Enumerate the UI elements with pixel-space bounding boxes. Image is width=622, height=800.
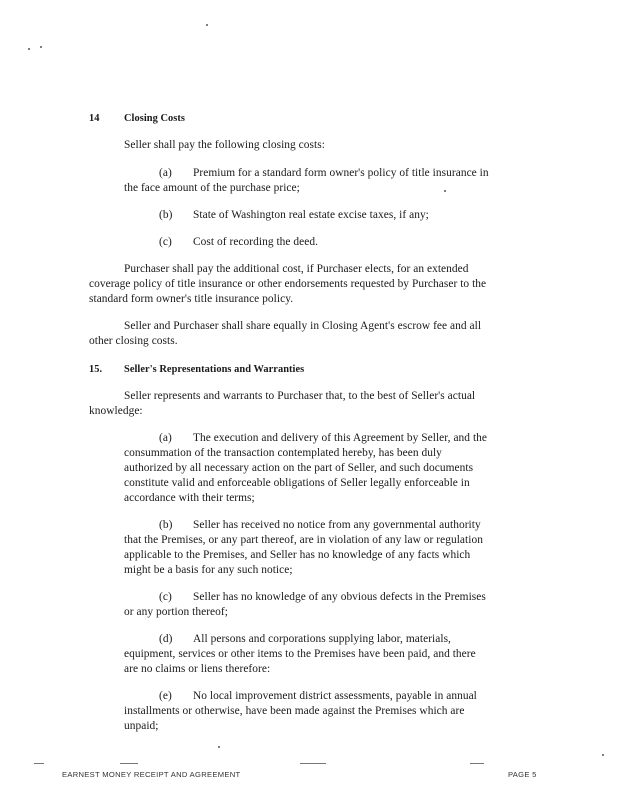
section-15-item-e-label: (e) [159,690,172,702]
section-15-intro-line: Seller represents and warrants to Purchaser that, to the best of Seller's actual [124,390,476,402]
section-15-intro-line: knowledge: [89,405,143,417]
section-15-item-d-line: are no claims or liens therefore: [124,663,271,675]
scan-speck [40,46,42,48]
section-15-item-a-line: authorized by all necessary action on the part of Seller, and such documents [124,462,474,474]
footer-document-title: EARNEST MONEY RECEIPT AND AGREEMENT [62,770,241,779]
section-15-item-a-label: (a) [159,432,172,444]
section-14-paragraph-line: coverage policy of title insurance or other endorsements requested by Purchaser to the [89,278,487,290]
section-14-number: 14 [89,113,100,124]
scan-speck [206,24,208,26]
section-15-item-a-line: consummation of the transaction contemplated hereby, has been duly [124,447,442,459]
section-14-item-a-label: (a) [159,167,172,179]
section-15-item-b-line: Seller has received no notice from any governmental authority [193,519,481,531]
section-15-item-a-line: The execution and delivery of this Agreement by Seller, and the [193,432,488,444]
section-15-number: 15. [89,364,103,375]
section-14-item-c-label: (c) [159,236,172,248]
section-15-item-e-line: unpaid; [124,720,159,732]
section-14-paragraph-line: standard form owner's title insurance policy. [89,293,294,305]
section-15-item-b-line: might be a basis for any such notice; [124,564,293,576]
section-14-item-c-line: Cost of recording the deed. [193,236,319,248]
section-14-paragraph-line: other closing costs. [89,335,178,347]
scan-rule-fragment [300,763,326,764]
scan-speck [602,754,604,756]
scan-rule-fragment [120,763,138,764]
section-15-item-b-line: applicable to the Premises, and Seller has no knowledge of any facts which [124,549,471,561]
section-15-item-d-line: equipment, services or other items to the Premises have been paid, and there [124,648,476,660]
section-15-item-b-label: (b) [159,519,173,531]
section-14-item-b-label: (b) [159,209,173,221]
section-14-paragraph-line: Seller and Purchaser shall share equally in Closing Agent's escrow fee and all [124,320,482,332]
footer-page-number: PAGE 5 [508,770,537,779]
scan-speck [28,48,30,50]
scan-rule-fragment [34,763,44,764]
section-15-item-b-line: that the Premises, or any part thereof, are in violation of any law or regulation [124,534,483,546]
section-15-item-e-line: installments or otherwise, have been made against the Premises which are [124,705,465,717]
section-15-heading: Seller's Representations and Warranties [124,364,305,375]
section-15-item-a-line: constitute valid and enforceable obligations of Seller legally enforceable in [124,477,470,489]
section-15-item-a-line: accordance with their terms; [124,492,255,504]
scan-rule-fragment [470,763,484,764]
section-15-item-e-line: No local improvement district assessments, payable in annual [193,690,477,702]
section-15-item-d-line: All persons and corporations supplying labor, materials, [193,633,451,645]
section-15-item-c-line: or any portion thereof; [124,606,228,618]
section-14-item-a-line: the face amount of the purchase price; [124,182,300,194]
section-15-item-d-label: (d) [159,633,173,645]
scan-speck [444,190,446,192]
section-14-heading: Closing Costs [124,113,185,124]
section-14-item-b-line: State of Washington real estate excise taxes, if any; [193,209,429,221]
section-15-item-c-line: Seller has no knowledge of any obvious defects in the Premises [193,591,486,603]
section-14-paragraph-line: Purchaser shall pay the additional cost, if Purchaser elects, for an extended [124,263,469,275]
scan-speck [218,746,220,748]
section-14-intro: Seller shall pay the following closing costs: [124,139,325,151]
section-14-item-a-line: Premium for a standard form owner's policy of title insurance in [193,167,489,179]
section-15-item-c-label: (c) [159,591,172,603]
